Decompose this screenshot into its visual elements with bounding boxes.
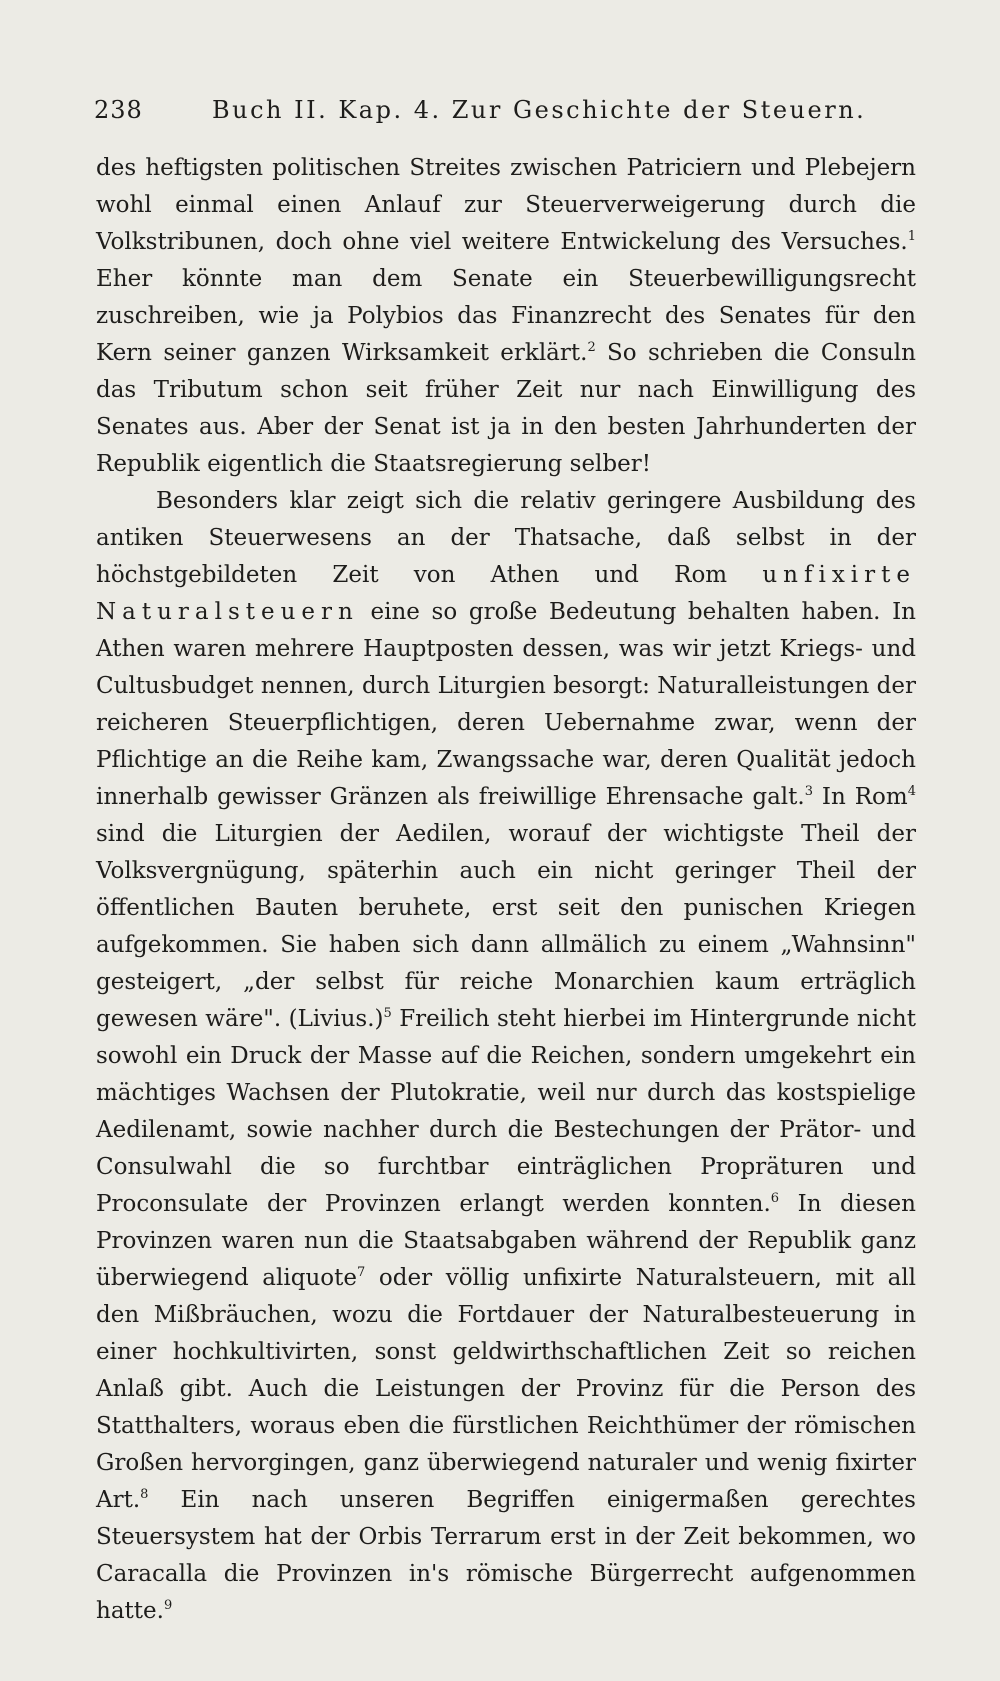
text-run: sind die Liturgien der Aedilen, worauf der wichtigste Theil der Volksvergnügung, späterhin auch ein nicht geringer Theil der öffentlichen Bauten beruhete, erst seit den punischen Kriegen aufgekommen. Sie haben sich dann allmälich zu einem „Wahnsinn" gesteigert, „der selbst für reiche Monarchien kaum erträglich gewesen wäre". (Livius.) xyxy=(96,821,916,1032)
body-text xyxy=(96,150,916,1630)
footnote-marker: 7 xyxy=(356,1265,366,1280)
footnote-marker: 1 xyxy=(907,229,916,244)
text-run: In diesen Provinzen waren nun die Staatsabgaben während der Republik ganz überwiegend aliquote xyxy=(96,1191,916,1291)
text-run: Freilich steht hierbei im Hintergrunde nicht sowohl ein Druck der Masse auf die Reichen, sondern umgekehrt ein mächtiges Wachsen der Plutokratie, weil nur durch das kostspielige Aedilenamt, sowie nachher durch die Bestechungen der Prätor- und Consulwahl die so furchtbar einträglichen Propräturen und Proconsulate der Provinzen erlangt werden konnten. xyxy=(96,1006,916,1217)
emphasized-term: unfixirte Naturalsteuern xyxy=(96,562,916,625)
footnote-marker: 4 xyxy=(907,784,916,799)
text-run: eine so große Bedeutung behalten haben. In Athen waren mehrere Hauptposten dessen, was wir jetzt Kriegs- und Cultusbudget nennen, durch Liturgien besorgt: Naturalleistungen der reicheren Steuerpflichtigen, deren Uebernahme zwar, wenn der Pflichtige an die Reihe kam, Zwangssache war, deren Qualität jedoch innerhalb gewisser Gränzen als freiwillige Ehrensache galt. xyxy=(96,599,916,810)
text-run: des heftigsten politischen Streites zwischen Patriciern und Plebejern wohl einmal einen Anlauf zur Steuerverweigerung durch die Volkstribunen, doch ohne viel weitere Entwickelung des Versuches. xyxy=(96,155,916,255)
text-run: Ein nach unseren Begriffen einigermaßen gerechtes Steuersystem hat der Orbis Terrarum erst in der Zeit bekommen, wo Caracalla die Provinzen in's römische Bürgerrecht aufgenommen hatte. xyxy=(96,1487,916,1624)
footnote-marker: 3 xyxy=(804,784,813,799)
text-run: So schrieben die Consuln das Tributum schon seit früher Zeit nur nach Einwilligung des Senates aus. Aber der Senat ist ja in den besten Jahrhunderten der Republik eigentlich die Staatsregierung selber! xyxy=(96,340,916,477)
footnote-marker: 5 xyxy=(383,1006,392,1021)
running-head: Buch II. Kap. 4. Zur Geschichte der Steuern. xyxy=(212,96,867,124)
text-run: oder völlig unfixirte Naturalsteuern, mit all den Mißbräuchen, wozu die Fortdauer der Naturalbesteuerung in einer hochkultivirten, sonst geldwirthschaftlichen Zeit so reichen Anlaß gibt. Auch die Leistungen der Provinz für die Person des Statthalters, woraus eben die fürstlichen Reichthümer der römischen Großen hervorgingen, ganz überwiegend naturaler und wenig fixirter Art. xyxy=(96,1265,916,1513)
text-run: Besonders klar zeigt sich die relativ geringere Ausbildung des antiken Steuerwesens an der Thatsache, daß selbst in der höchstgebildeten Zeit von Athen und Rom xyxy=(96,488,916,588)
footnote-marker: 2 xyxy=(587,340,596,355)
page-number: 238 xyxy=(94,96,143,124)
paragraph-2 xyxy=(96,483,916,1630)
footnote-marker: 8 xyxy=(140,1487,149,1502)
footnote-marker: 6 xyxy=(770,1191,780,1206)
text-run: In Rom xyxy=(813,784,908,810)
footnote-marker: 9 xyxy=(163,1598,173,1613)
paragraph-1 xyxy=(96,150,916,483)
text-run: Eher könnte man dem Senate ein Steuerbewilligungsrecht zuschreiben, wie ja Polybios das Finanzrecht des Senates für den Kern seiner ganzen Wirksamkeit erklärt. xyxy=(96,266,916,366)
page-header xyxy=(94,96,914,134)
